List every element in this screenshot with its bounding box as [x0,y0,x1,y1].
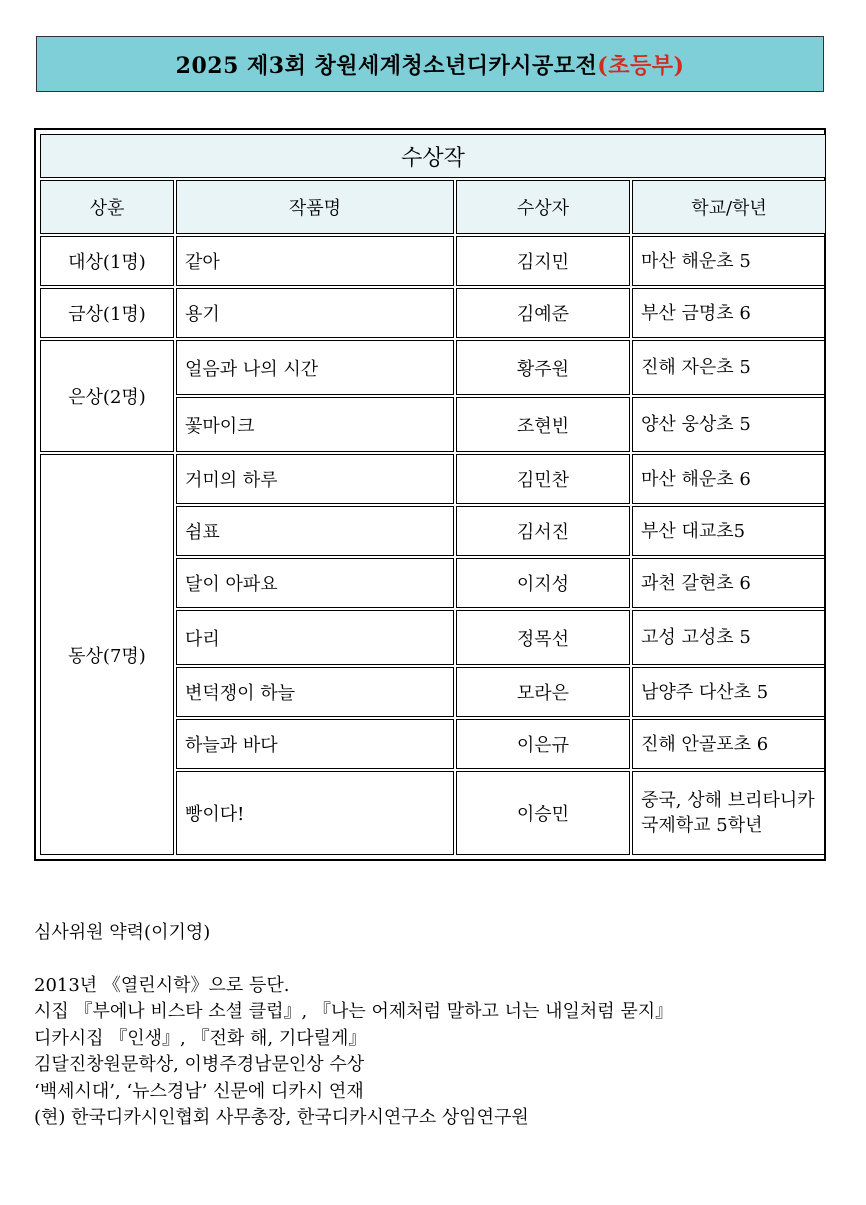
winner-cell: 김지민 [456,236,630,286]
judge-profile [34,920,834,1132]
work-title-cell: 빵이다! [176,771,454,855]
table-row [40,236,826,286]
division-label: (초등부) [597,52,685,79]
school-cell: 중국, 상해 브리타니카 국제학교 5학년 [632,771,826,855]
column-header-work: 작품명 [176,180,454,234]
school-cell: 부산 대교초5 [632,506,826,556]
judge-line: 2013년 《열린시학》으로 등단. [34,974,290,996]
judge-line: ‘백세시대’, ‘뉴스경남’ 신문에 디카시 연재 [34,1080,364,1102]
work-title-cell: 하늘과 바다 [176,719,454,769]
page-title-banner [36,36,824,92]
work-title-cell: 거미의 하루 [176,454,454,504]
school-cell: 진해 안골포초 6 [632,719,826,769]
school-cell: 양산 웅상초 5 [632,397,826,452]
column-header-school: 학교/학년 [632,180,826,234]
judge-line: 시집 『부에나 비스타 소셜 클럽』, 『나는 어제처럼 말하고 너는 내일처럼 묻지』 [34,1001,674,1022]
winner-cell: 김서진 [456,506,630,556]
judge-line: 디카시집 『인생』, 『전화 해, 기다릴게』 [34,1027,367,1049]
winner-cell: 황주원 [456,340,630,395]
column-header-winner: 수상자 [456,180,630,234]
school-cell: 진해 자은초 5 [632,340,826,395]
award-cell: 금상(1명) [40,288,174,338]
school-cell: 부산 금명초 6 [632,288,826,338]
winner-cell: 이승민 [456,771,630,855]
school-cell: 남양주 다산초 5 [632,667,826,717]
winner-cell: 정목선 [456,610,630,665]
judge-line: 김달진창원문학상, 이병주경남문인상 수상 [34,1054,365,1075]
judge-line: (현) 한국디카시인협회 사무총장, 한국디카시연구소 상임연구원 [34,1107,529,1128]
awards-table [34,128,826,861]
table-row [40,340,826,395]
winner-cell: 모라은 [456,667,630,717]
winner-cell: 김예준 [456,288,630,338]
winner-cell: 이지성 [456,558,630,608]
work-title-cell: 다리 [176,610,454,665]
work-title-cell: 같아 [176,236,454,286]
award-cell: 은상(2명) [40,340,174,452]
table-row [40,454,826,504]
school-cell: 마산 해운초 5 [632,236,826,286]
school-cell: 과천 갈현초 6 [632,558,826,608]
winner-cell: 조현빈 [456,397,630,452]
work-title-cell: 꽃마이크 [176,397,454,452]
school-cell: 고성 고성초 5 [632,610,826,665]
page-title: 2025 제3회 창원세계청소년디카시공모전 [175,52,598,79]
school-cell: 마산 해운초 6 [632,454,826,504]
work-title-cell: 달이 아파요 [176,558,454,608]
column-header-award: 상훈 [40,180,174,234]
winner-cell: 김민찬 [456,454,630,504]
winner-cell: 이은규 [456,719,630,769]
judge-heading: 심사위원 약력(이기영) [34,922,211,943]
table-caption: 수상작 [40,134,826,178]
award-cell: 동상(7명) [40,454,174,855]
work-title-cell: 얼음과 나의 시간 [176,340,454,395]
work-title-cell: 용기 [176,288,454,338]
work-title-cell: 변덕쟁이 하늘 [176,667,454,717]
work-title-cell: 쉼표 [176,506,454,556]
table-row [40,288,826,338]
award-cell: 대상(1명) [40,236,174,286]
